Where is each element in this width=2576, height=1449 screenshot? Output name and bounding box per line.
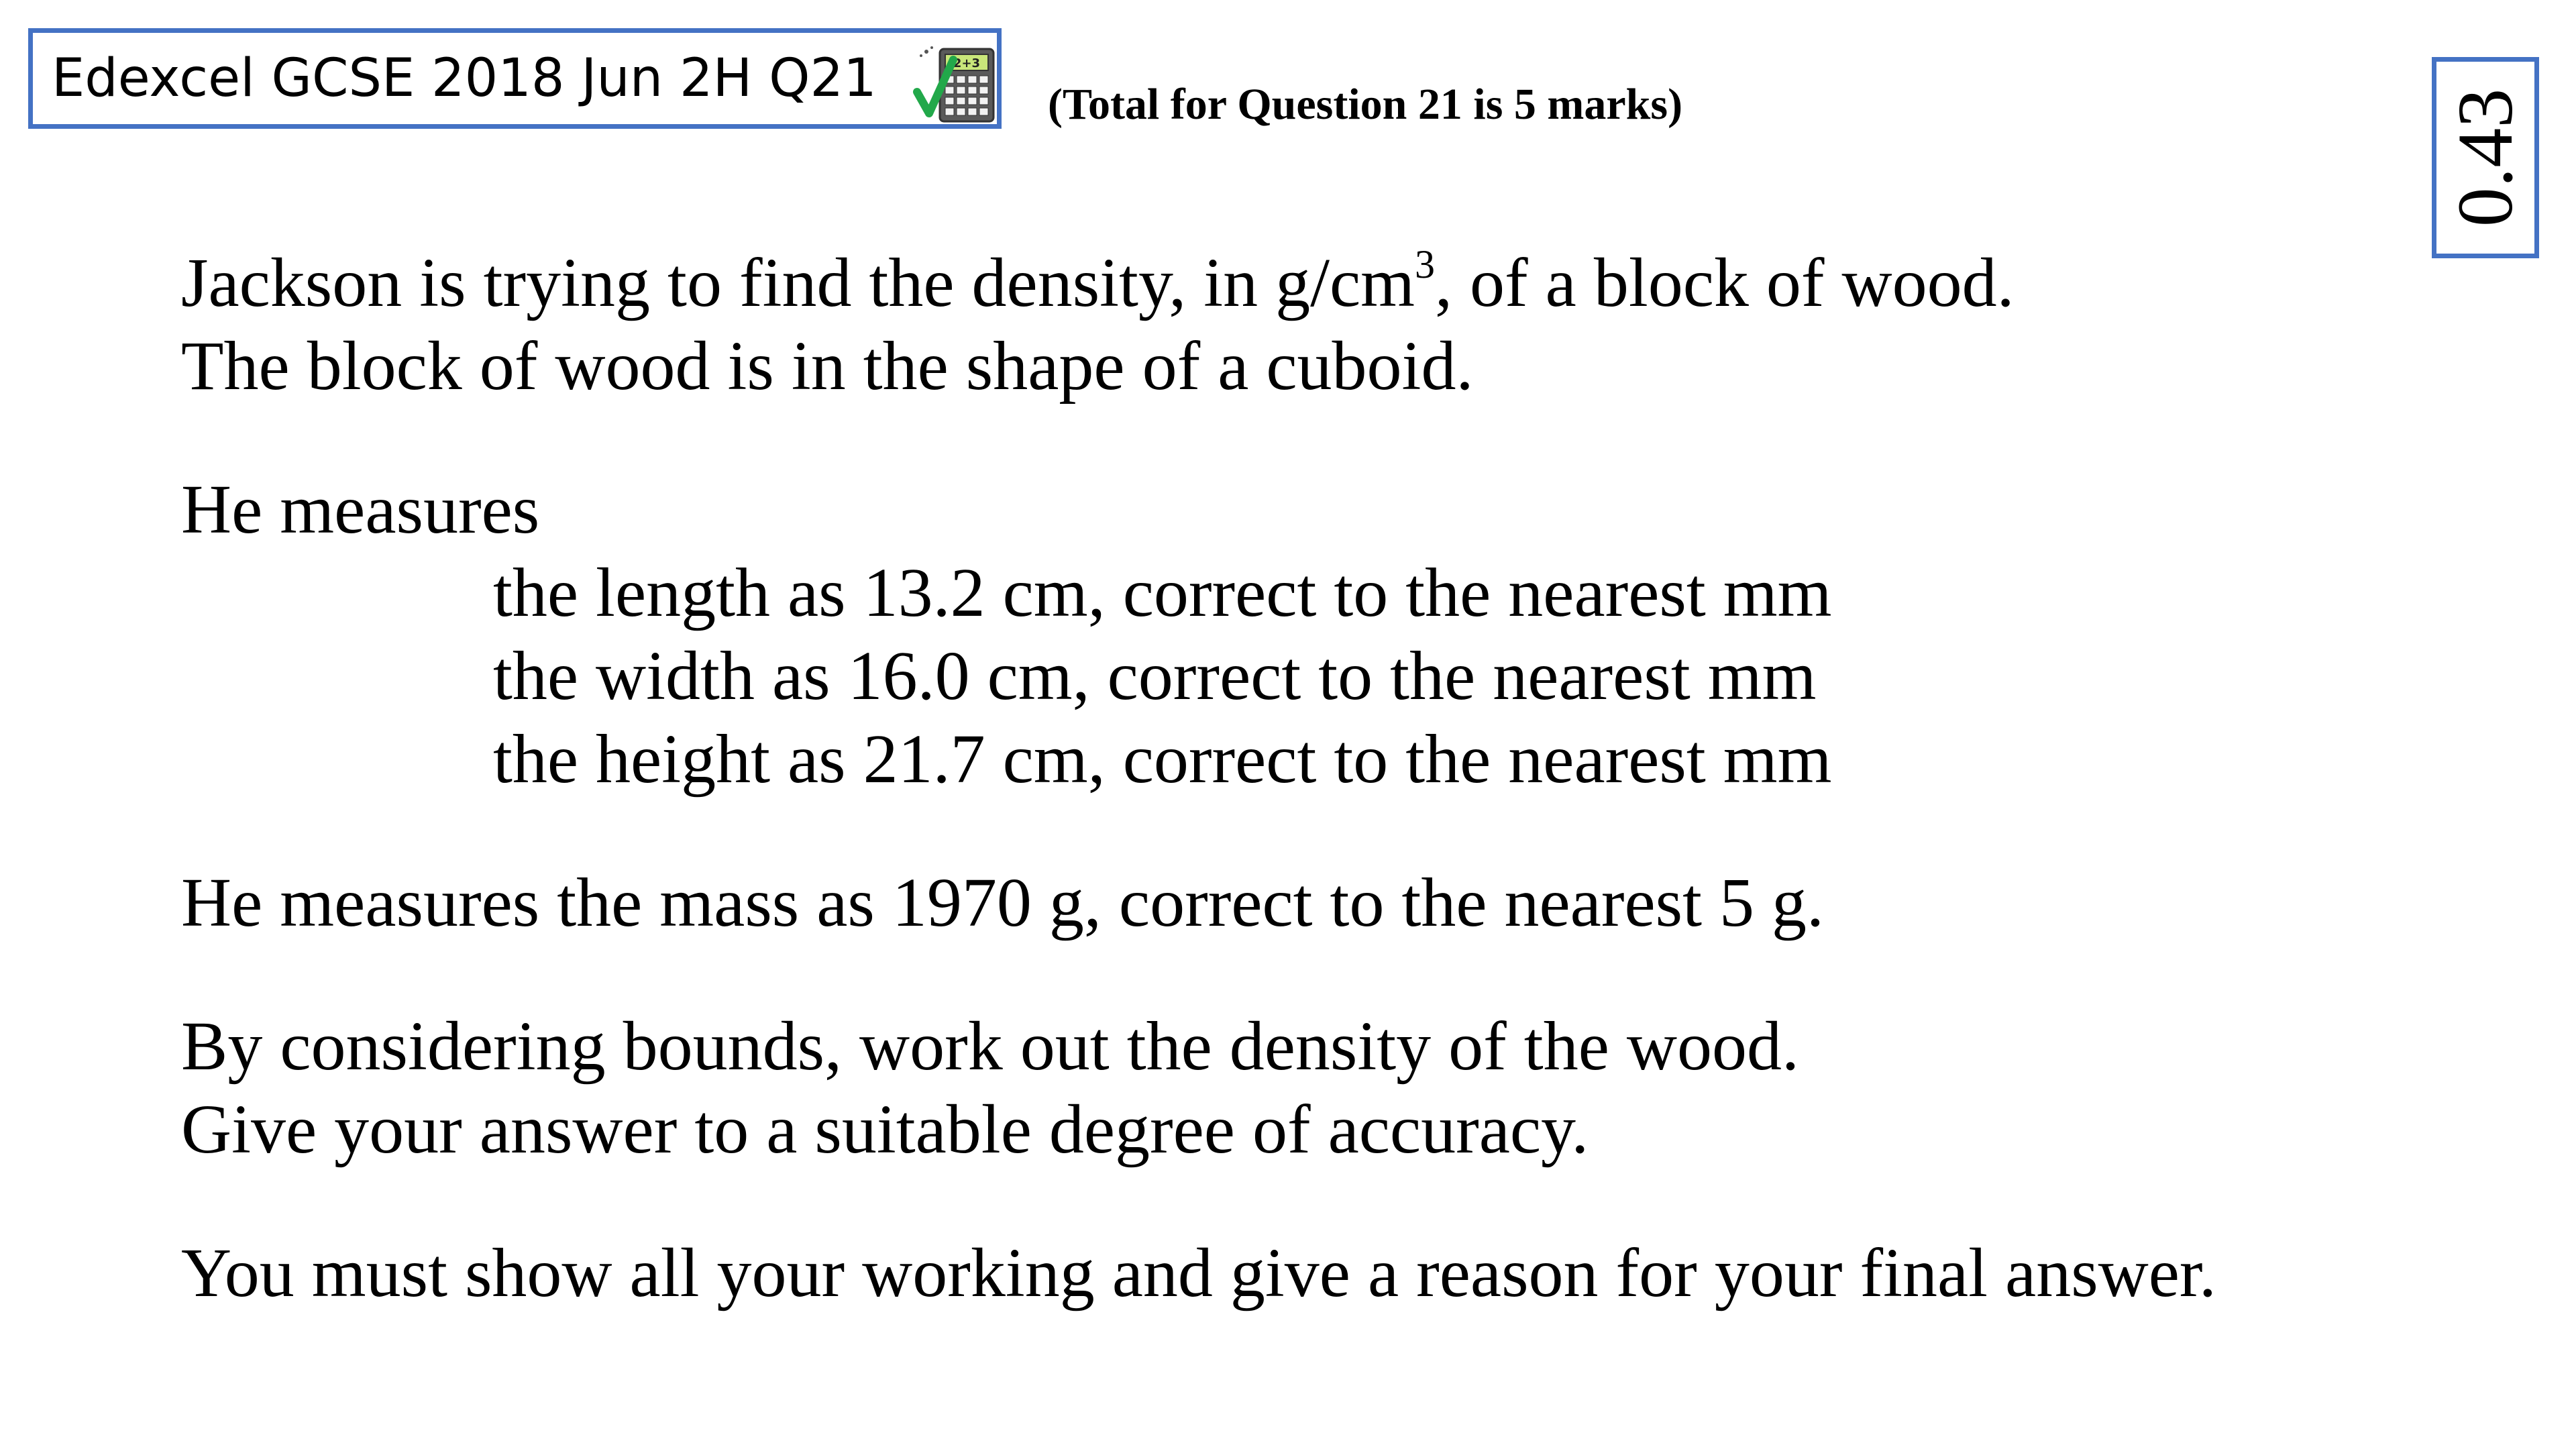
instruction-working: You must show all your working and give a reason for your final answer.: [181, 1234, 2216, 1311]
difficulty-box: [2432, 57, 2539, 258]
calculator-allowed-icon: [912, 40, 999, 127]
total-marks-label: (Total for Question 21 is 5 marks): [1048, 80, 1683, 129]
question-source-title: Edexcel GCSE 2018 Jun 2H Q21: [52, 48, 877, 109]
question-line-2: The block of wood is in the shape of a cuboid.: [181, 327, 1474, 405]
measurement-width: the width as 16.0 cm, correct to the nearest mm: [493, 637, 1817, 714]
measurement-length: the length as 13.2 cm, correct to the nearest mm: [493, 554, 1832, 631]
instruction-bounds: By considering bounds, work out the density of the wood.: [181, 1008, 1799, 1085]
question-text: [181, 241, 2395, 1315]
measurement-mass: He measures the mass as 1970 g, correct to the nearest 5 g.: [181, 864, 1824, 941]
question-source-box: [28, 28, 1002, 129]
calculator-screen-text: 2+3: [953, 56, 981, 70]
question-line-1: Jackson is trying to find the density, in $g/cm^3$, of a block of wood.: [181, 242, 2015, 321]
question-line-3: He measures: [181, 471, 540, 548]
measurement-height: the height as 21.7 cm, correct to the nearest mm: [493, 720, 1832, 798]
instruction-accuracy: Give your answer to a suitable degree of accuracy.: [181, 1091, 1589, 1168]
difficulty-value: 0.43: [2441, 88, 2529, 227]
